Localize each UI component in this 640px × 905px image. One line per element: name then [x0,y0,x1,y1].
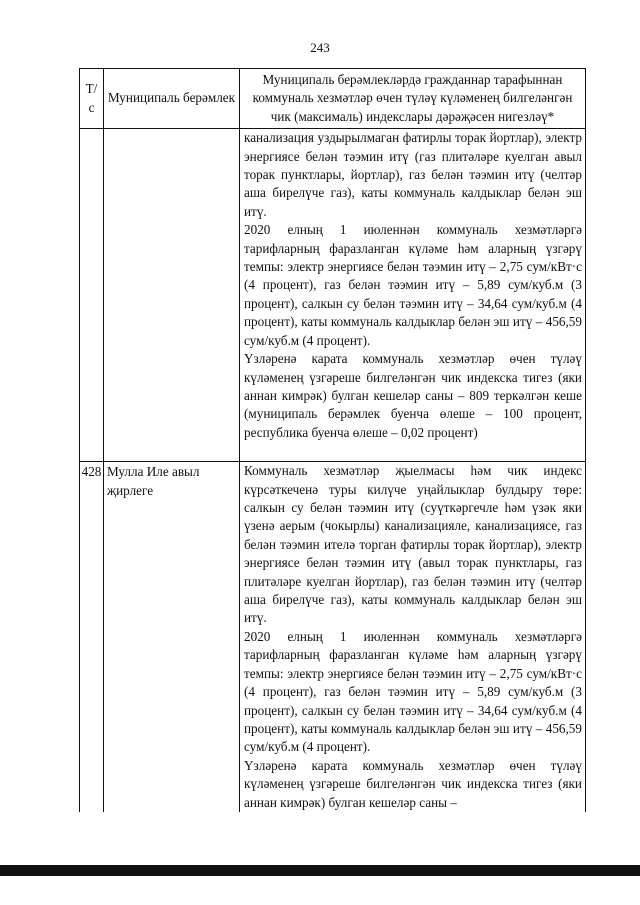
row-number: 428 [80,462,104,812]
paragraph: 2020 елның 1 июленнән коммуналь хезмәтләргә тарифларның фаразланган күләме һәм аларның үзгәрү темпы: электр энергиясе белән тәэмин итү – 2,75 сум/кВт·с (4 процент), газ белән тәэмин итү – 5,89 сум/куб.м (3 процент), салкын су белән тәэмин итү – 34,64 сум/куб.м (4 процент), каты коммуналь калдыклар белән эш итү – 456,59 сум/куб.м (4 процент). [244,628,582,755]
paragraph: Коммуналь хезмәтләр җыелмасы һәм чик индекс күрсәткеченә туры килүче уңайлыклар булдыру төре: салкын су белән тәэмин итү (суүткәргечле һәм үзәк яки үзенә аерым (чокырлы) канализацияле, канализациясе, газ белән тәэмин ителә торган фатирлы торак йортлар), электр энергиясе белән тәэмин итү (авыл торак пунктлары, газ плитәләре куелган йортлар), газ белән тәэмин итү (челтәр аша бирелүче газ), каты коммуналь калдыклар белән эш итү. [244,463,582,626]
row-municipality: Мулла Иле авыл җирлеге [104,462,240,812]
table-row [80,462,586,812]
header-municipality: Муниципаль берәмлек [104,69,240,129]
row-number [80,129,104,462]
paragraph: Үзләренә карата коммуналь хезмәтләр өчен түләү күләменең үзгәреше билгеләнгән чик индекска тигез (яки аннан кимрәк) булган кешеләр саны – [244,757,582,810]
row-justification [240,462,586,812]
page-number: 243 [310,40,330,55]
scan-edge-band [0,865,640,876]
header-number: Т/с [80,69,104,129]
table-header-row [80,69,586,129]
header-justification: Муниципаль берәмлекләрдә гражданнар тарафыннан коммуналь хезмәтләр өчен түләү күләменең билгеләнгән чик (максималь) индекслары дәрәҗәсен нигезләү* [240,69,586,129]
paragraph: 2020 елның 1 июленнән коммуналь хезмәтләргә тарифларның фаразланган күләме һәм аларның үзгәрү темпы: электр энергиясе белән тәэмин итү – 2,75 сум/кВт·с (4 процент), газ белән тәэмин итү – 5,89 сум/куб.м (3 процент), салкын су белән тәэмин итү – 34,64 сум/куб.м (4 процент), каты коммуналь калдыклар белән эш итү – 456,59 сум/куб.м (4 процент). [244,222,582,348]
main-table [79,68,586,812]
table-row [80,129,586,462]
paragraph: канализация уздырылмаган фатирлы торак йортлар), электр энергиясе белән тәэмин итү (газ плитәләре куелган авыл торак пунктлары, йортлар), газ белән тәэмин итү (челтәр аша бирелүче газ), каты коммуналь калдыклар белән эш итү. [244,130,582,219]
row-justification [240,129,586,462]
row-municipality [104,129,240,462]
paragraph: Үзләренә карата коммуналь хезмәтләр өчен түләү күләменең үзгәреше билгеләнгән чик индекска тигез (яки аннан кимрәк) булган кешеләр саны – 809 теркәлгән кеше (муниципаль берәмлек буенча өлеше – 100 процент, республика буенча өлеше – 0,02 процент) [244,351,582,440]
